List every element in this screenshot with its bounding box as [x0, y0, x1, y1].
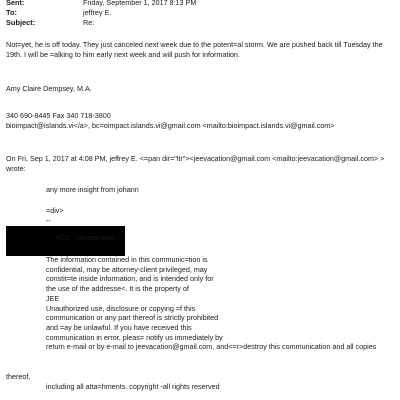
notice-line-1: The information contained in this communic=tion is: [46, 255, 208, 264]
please-note: [56, 233, 114, 243]
reply-line-2: 19th. I will be =alking to him early next week and will push for information.: [6, 49, 240, 59]
notice-line-2: confidential, may be attorney-client privileged, may: [46, 264, 208, 274]
reply-line-1: Not=yet, he is off today. They just canceled next week due to the potent=al storm. We are pushed back till Tuesday the: [6, 40, 383, 49]
sent-row: [6, 0, 396, 8]
signature-phone: 340 690-8445 Fax 340 718-3800: [6, 111, 111, 120]
confidentiality-notice: [46, 255, 396, 352]
quoted-line-3: --: [46, 215, 51, 225]
signature-name: Amy Claire Dempsey, M.A.: [6, 84, 92, 93]
signature-contact: [6, 111, 394, 130]
quote-intro: [6, 154, 394, 173]
notice-line-8: and =ay be unlawful. If you have received this: [46, 323, 192, 333]
notice-wrap: [6, 372, 30, 382]
email-header: [6, 0, 396, 28]
reply-body: [6, 40, 394, 59]
quoted-line-1: any more insight from johann: [46, 185, 139, 194]
quote-intro-line-2: wrote:: [6, 163, 26, 173]
subject-row: [6, 18, 396, 28]
notice-final: [46, 382, 396, 392]
notice-line-4: the use of the addresse<. It is the property of: [46, 284, 189, 294]
notice-line-10: return e-mail or by e-mail to jeevacation@gmail.com, and<=r>destroy this communication and all copies: [46, 342, 377, 352]
sent-label: Sent:: [6, 0, 25, 7]
quoted-div: [46, 206, 396, 225]
notice-line-3: constit=te inside information, and is intended only for: [46, 274, 214, 284]
to-label: To:: [6, 8, 17, 17]
please-note-line: =C2 please note: [56, 233, 115, 242]
notice-line-9: communication in error, pleas= notify us immediately by: [46, 332, 223, 342]
signature-email[interactable]: bioimpact@islands.vi</a>, bc=oimpact.islands.vi@gmail.com <mailto:bioimpact.islands.vi@gmail.com>: [6, 120, 335, 130]
notice-line-11: thereof,: [6, 372, 31, 381]
quoted-line-2: =div>: [46, 206, 64, 215]
subject-label: Subject:: [6, 18, 36, 27]
to-value: jeffrey E.: [83, 8, 112, 17]
notice-line-5: JEE: [46, 293, 60, 303]
to-row: [6, 8, 396, 18]
signature: [6, 84, 394, 94]
notice-line-7: communication or any part thereof is strictly prohibited: [46, 313, 219, 323]
quoted-message: [46, 185, 396, 195]
notice-line-12: including all atta=hments. copyright -all rights reserved: [46, 382, 220, 391]
subject-value: Re:: [83, 18, 95, 27]
quote-intro-line-1: On Fri, Sep 1, 2017 at 4:08 PM, jeffrey E. <=pan dir="ltr"><jeevacation@gmail.com <mailto:jeevacation@gmail.com> >: [6, 154, 385, 163]
sent-value: Friday, September 1, 2017 8:13 PM: [83, 0, 197, 7]
notice-line-6: Unauthorized use, disclosure or copying =f this: [46, 303, 196, 313]
